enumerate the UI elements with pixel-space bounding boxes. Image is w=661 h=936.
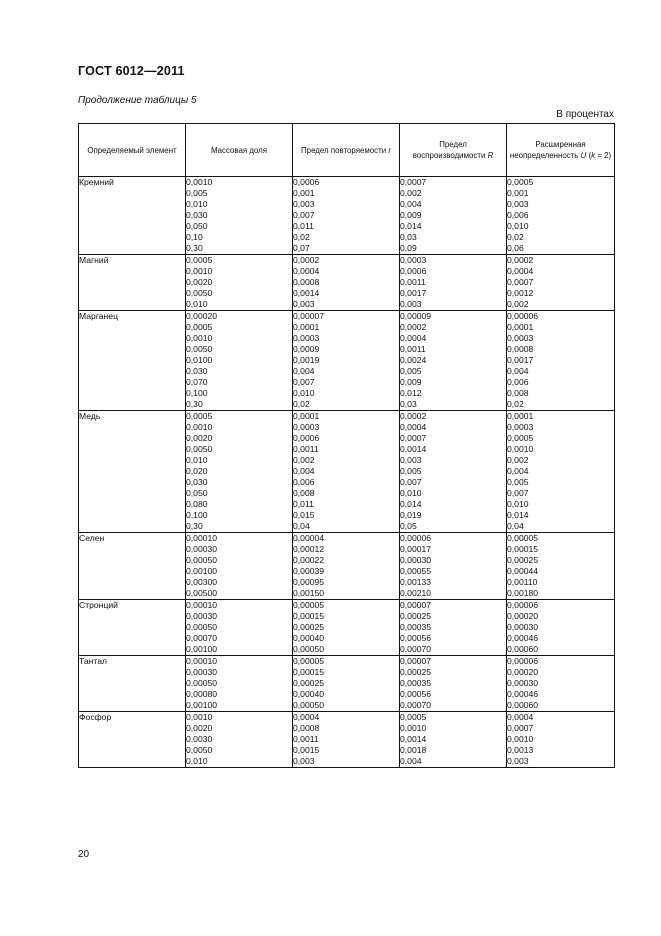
uncertainty-value: 0,00046 [507, 689, 539, 699]
table-row [79, 255, 615, 311]
uncertainty-value: 0,014 [507, 510, 529, 520]
table-row [79, 411, 615, 533]
mass-fraction-cell [186, 600, 293, 656]
uncertainty-value: 0,002 [507, 299, 529, 309]
repeatability-value: 0,004 [293, 466, 315, 476]
reproducibility-value: 0,00035 [400, 678, 432, 688]
repeatability-value: 0,0011 [293, 734, 319, 744]
repeatability-value: 0,0014 [293, 288, 320, 298]
reproducibility-cell [400, 656, 507, 712]
uncertainty-value: 0,00020 [507, 611, 539, 621]
uncertainty-value: 0,00180 [507, 588, 539, 598]
mass-fraction-value: 0,10 [186, 232, 203, 242]
uncertainty-value: 0,002 [507, 455, 529, 465]
repeatability-cell [293, 656, 400, 712]
mass-fraction-value: 0,0010 [186, 333, 213, 343]
uncertainty-value: 0,0007 [507, 277, 534, 287]
mass-fraction-value: 0,00080 [186, 689, 218, 699]
mass-fraction-value: 0,100 [186, 388, 208, 398]
uncertainty-value: 0,0010 [507, 444, 534, 454]
repeatability-value: 0,00050 [293, 700, 325, 710]
element-name: Фосфор [79, 712, 186, 768]
reproducibility-value: 0,0002 [400, 322, 427, 332]
reproducibility-cell [400, 411, 507, 533]
mass-fraction-value: 0,005 [186, 188, 208, 198]
reproducibility-value: 0,0007 [400, 177, 427, 187]
reproducibility-value: 0,0017 [400, 288, 427, 298]
reproducibility-value: 0,03 [400, 232, 417, 242]
uncertainty-value: 0,0005 [507, 177, 534, 187]
element-name: Кремний [79, 177, 186, 255]
repeatability-value: 0,00015 [293, 611, 325, 621]
uncertainty-value: 0,00046 [507, 633, 539, 643]
uncertainty-value: 0,00020 [507, 667, 539, 677]
table-row [79, 600, 615, 656]
element-name: Стронций [79, 600, 186, 656]
element-name: Марганец [79, 311, 186, 411]
repeatability-value: 0,002 [293, 455, 315, 465]
uncertainty-value: 0,04 [507, 521, 524, 531]
mass-fraction-value: 0,00500 [186, 588, 218, 598]
uncertainty-value: 0,008 [507, 388, 529, 398]
mass-fraction-value: 0,010 [186, 455, 208, 465]
reproducibility-cell [400, 600, 507, 656]
element-name: Тантал [79, 656, 186, 712]
repeatability-value: 0,0002 [293, 255, 320, 265]
uncertainty-value: 0,004 [507, 366, 529, 376]
mass-fraction-value: 0,0020 [186, 433, 213, 443]
repeatability-value: 0,0004 [293, 266, 320, 276]
mass-fraction-value: 0,30 [186, 521, 203, 531]
uncertainty-value: 0,02 [507, 232, 524, 242]
reproducibility-value: 0,014 [400, 499, 422, 509]
mass-fraction-value: 0,070 [186, 377, 208, 387]
repeatability-value: 0,00005 [293, 656, 325, 666]
reproducibility-value: 0,0011 [400, 277, 426, 287]
repeatability-value: 0,00015 [293, 667, 325, 677]
reproducibility-value: 0,00056 [400, 689, 432, 699]
header-element: Определяемый элемент [79, 124, 186, 177]
uncertainty-value: 0,0001 [507, 322, 534, 332]
repeatability-value: 0,003 [293, 756, 315, 766]
mass-fraction-value: 0,00030 [186, 667, 218, 677]
mass-fraction-value: 0,0005 [186, 322, 213, 332]
repeatability-value: 0,00040 [293, 633, 325, 643]
reproducibility-cell [400, 712, 507, 768]
reproducibility-value: 0,00007 [400, 600, 432, 610]
mass-fraction-value: 0,0050 [186, 288, 213, 298]
uncertainty-value: 0,00060 [507, 644, 539, 654]
repeatability-value: 0,0004 [293, 712, 320, 722]
reproducibility-value: 0,00030 [400, 555, 432, 565]
mass-fraction-value: 0,30 [186, 399, 203, 409]
mass-fraction-value: 0,0030 [186, 734, 213, 744]
uncertainty-value: 0,06 [507, 243, 524, 253]
uncertainty-value: 0,005 [507, 477, 529, 487]
repeatability-value: 0,00095 [293, 577, 325, 587]
mass-fraction-value: 0,0020 [186, 723, 213, 733]
repeatability-value: 0,007 [293, 377, 315, 387]
mass-fraction-cell [186, 311, 293, 411]
mass-fraction-value: 0,010 [186, 199, 208, 209]
repeatability-value: 0,0019 [293, 355, 320, 365]
mass-fraction-value: 0,0020 [186, 277, 213, 287]
repeatability-value: 0,00022 [293, 555, 325, 565]
table-row [79, 177, 615, 255]
mass-fraction-value: 0,030 [186, 366, 208, 376]
table-body [79, 177, 615, 768]
results-table [78, 123, 615, 768]
repeatability-value: 0,00025 [293, 622, 325, 632]
mass-fraction-value: 0,050 [186, 488, 208, 498]
reproducibility-value: 0,002 [400, 188, 422, 198]
mass-fraction-cell [186, 255, 293, 311]
repeatability-value: 0,003 [293, 299, 315, 309]
mass-fraction-cell [186, 177, 293, 255]
reproducibility-value: 0,0014 [400, 444, 427, 454]
reproducibility-cell [400, 533, 507, 600]
header-uncertainty [507, 124, 615, 177]
repeatability-value: 0,0003 [293, 333, 320, 343]
mass-fraction-value: 0,00010 [186, 656, 218, 666]
reproducibility-value: 0,0003 [400, 255, 427, 265]
reproducibility-value: 0,005 [400, 466, 422, 476]
uncertainty-value: 0,0004 [507, 266, 534, 276]
mass-fraction-value: 0,00050 [186, 678, 218, 688]
reproducibility-value: 0,05 [400, 521, 417, 531]
reproducibility-value: 0,0011 [400, 344, 426, 354]
reproducibility-value: 0,00035 [400, 622, 432, 632]
mass-fraction-value: 0,00010 [186, 533, 218, 543]
table-row [79, 533, 615, 600]
repeatability-value: 0,00005 [293, 600, 325, 610]
reproducibility-cell [400, 255, 507, 311]
mass-fraction-value: 0,030 [186, 210, 208, 220]
mass-fraction-value: 0,00030 [186, 611, 218, 621]
uncertainty-value: 0,00006 [507, 311, 539, 321]
mass-fraction-value: 0,010 [186, 299, 208, 309]
reproducibility-value: 0,00017 [400, 544, 432, 554]
reproducibility-value: 0,00070 [400, 700, 432, 710]
reproducibility-value: 0,0014 [400, 734, 427, 744]
uncertainty-value: 0,00060 [507, 700, 539, 710]
uncertainty-value: 0,0012 [507, 288, 534, 298]
uncertainty-value: 0,00015 [507, 544, 539, 554]
uncertainty-value: 0,00005 [507, 533, 539, 543]
reproducibility-value: 0,007 [400, 477, 422, 487]
header-mass-fraction: Массовая доля [186, 124, 293, 177]
header-repeatability [293, 124, 400, 177]
document-code: ГОСТ 6012—2011 [78, 64, 185, 78]
uncertainty-value: 0,00025 [507, 555, 539, 565]
header-repeatability-label: Предел повторяемости r [301, 145, 391, 155]
repeatability-value: 0,001 [293, 188, 315, 198]
uncertainty-cell [507, 656, 615, 712]
reproducibility-value: 0,009 [400, 210, 422, 220]
reproducibility-value: 0,00025 [400, 611, 432, 621]
uncertainty-value: 0,003 [507, 199, 529, 209]
repeatability-value: 0,0009 [293, 344, 320, 354]
reproducibility-value: 0,0007 [400, 433, 427, 443]
mass-fraction-value: 0,050 [186, 221, 208, 231]
repeatability-value: 0,00040 [293, 689, 325, 699]
repeatability-value: 0,07 [293, 243, 310, 253]
uncertainty-value: 0,010 [507, 221, 529, 231]
repeatability-value: 0,0015 [293, 745, 320, 755]
mass-fraction-value: 0,00070 [186, 633, 218, 643]
repeatability-cell [293, 600, 400, 656]
mass-fraction-value: 0,30 [186, 243, 203, 253]
reproducibility-value: 0,004 [400, 756, 422, 766]
repeatability-value: 0,008 [293, 488, 315, 498]
repeatability-cell [293, 411, 400, 533]
header-reproducibility [400, 124, 507, 177]
element-name: Селен [79, 533, 186, 600]
reproducibility-value: 0,003 [400, 455, 422, 465]
mass-fraction-value: 0,0005 [186, 255, 213, 265]
repeatability-value: 0,02 [293, 399, 310, 409]
repeatability-value: 0,0001 [293, 322, 320, 332]
uncertainty-value: 0,001 [507, 188, 529, 198]
repeatability-value: 0,006 [293, 477, 315, 487]
repeatability-value: 0,004 [293, 366, 315, 376]
repeatability-value: 0,0008 [293, 723, 320, 733]
repeatability-value: 0,011 [293, 221, 314, 231]
repeatability-value: 0,00150 [293, 588, 325, 598]
reproducibility-value: 0,003 [400, 299, 422, 309]
table-row [79, 656, 615, 712]
page-number: 20 [78, 849, 90, 860]
mass-fraction-cell [186, 533, 293, 600]
uncertainty-cell [507, 411, 615, 533]
reproducibility-value: 0,0024 [400, 355, 427, 365]
mass-fraction-value: 0,00010 [186, 600, 218, 610]
repeatability-cell [293, 533, 400, 600]
reproducibility-value: 0,012 [400, 388, 422, 398]
repeatability-value: 0,00025 [293, 678, 325, 688]
mass-fraction-value: 0,00020 [186, 311, 218, 321]
uncertainty-value: 0,010 [507, 499, 529, 509]
mass-fraction-value: 0,0010 [186, 177, 213, 187]
table-row [79, 712, 615, 768]
uncertainty-value: 0,02 [507, 399, 524, 409]
reproducibility-value: 0,00006 [400, 533, 432, 543]
repeatability-value: 0,0011 [293, 444, 319, 454]
reproducibility-value: 0,004 [400, 199, 422, 209]
header-uncertainty-label: Расширенная неопределенность U (k = 2) [509, 140, 612, 160]
units-label: В процентах [556, 109, 614, 120]
mass-fraction-value: 0,00100 [186, 700, 218, 710]
repeatability-value: 0,0006 [293, 177, 320, 187]
repeatability-value: 0,04 [293, 521, 310, 531]
reproducibility-value: 0,0005 [400, 712, 427, 722]
reproducibility-value: 0,00055 [400, 566, 432, 576]
repeatability-value: 0,015 [293, 510, 315, 520]
reproducibility-value: 0,0004 [400, 422, 427, 432]
mass-fraction-value: 0,00050 [186, 555, 218, 565]
reproducibility-value: 0,00210 [400, 588, 432, 598]
uncertainty-value: 0,00044 [507, 566, 539, 576]
uncertainty-cell [507, 600, 615, 656]
mass-fraction-value: 0,080 [186, 499, 208, 509]
mass-fraction-value: 0,0010 [186, 422, 213, 432]
reproducibility-value: 0,00133 [400, 577, 432, 587]
mass-fraction-value: 0,00100 [186, 644, 218, 654]
reproducibility-value: 0,00025 [400, 667, 432, 677]
repeatability-value: 0,02 [293, 232, 310, 242]
header-reproducibility-label: Предел воспроизводимости R [412, 140, 494, 160]
repeatability-value: 0,0003 [293, 422, 320, 432]
repeatability-value: 0,0001 [293, 411, 320, 421]
uncertainty-cell [507, 177, 615, 255]
reproducibility-value: 0,0006 [400, 266, 427, 276]
repeatability-value: 0,007 [293, 210, 315, 220]
uncertainty-cell [507, 255, 615, 311]
mass-fraction-value: 0,0005 [186, 411, 213, 421]
uncertainty-value: 0,0003 [507, 422, 534, 432]
uncertainty-value: 0,0008 [507, 344, 534, 354]
reproducibility-value: 0,0018 [400, 745, 427, 755]
uncertainty-value: 0,00006 [507, 600, 539, 610]
mass-fraction-cell [186, 712, 293, 768]
reproducibility-value: 0,005 [400, 366, 422, 376]
reproducibility-value: 0,00056 [400, 633, 432, 643]
uncertainty-value: 0,007 [507, 488, 529, 498]
element-name: Магний [79, 255, 186, 311]
uncertainty-value: 0,0017 [507, 355, 534, 365]
reproducibility-cell [400, 311, 507, 411]
repeatability-cell [293, 255, 400, 311]
repeatability-value: 0,00004 [293, 533, 325, 543]
table-row [79, 311, 615, 411]
uncertainty-value: 0,004 [507, 466, 529, 476]
repeatability-value: 0,0008 [293, 277, 320, 287]
repeatability-cell [293, 177, 400, 255]
reproducibility-value: 0,03 [400, 399, 417, 409]
mass-fraction-cell [186, 411, 293, 533]
mass-fraction-value: 0,0010 [186, 266, 213, 276]
reproducibility-value: 0,0004 [400, 333, 427, 343]
repeatability-value: 0,003 [293, 199, 315, 209]
mass-fraction-cell [186, 656, 293, 712]
table-header-row [79, 124, 615, 177]
repeatability-value: 0,00039 [293, 566, 325, 576]
reproducibility-value: 0,00070 [400, 644, 432, 654]
reproducibility-value: 0,09 [400, 243, 417, 253]
uncertainty-value: 0,006 [507, 210, 529, 220]
uncertainty-cell [507, 533, 615, 600]
uncertainty-value: 0,00110 [507, 577, 538, 587]
table-caption: Продолжение таблицы 5 [78, 95, 197, 106]
mass-fraction-value: 0,0010 [186, 712, 213, 722]
repeatability-value: 0,0006 [293, 433, 320, 443]
uncertainty-value: 0,0013 [507, 745, 534, 755]
mass-fraction-value: 0,00300 [186, 577, 218, 587]
mass-fraction-value: 0,100 [186, 510, 208, 520]
mass-fraction-value: 0,010 [186, 756, 208, 766]
reproducibility-value: 0,00007 [400, 656, 432, 666]
repeatability-value: 0,011 [293, 499, 314, 509]
mass-fraction-value: 0,00050 [186, 622, 218, 632]
repeatability-value: 0,010 [293, 388, 315, 398]
uncertainty-value: 0,00006 [507, 656, 539, 666]
uncertainty-value: 0,0001 [507, 411, 534, 421]
repeatability-cell [293, 311, 400, 411]
repeatability-value: 0,00012 [293, 544, 325, 554]
uncertainty-value: 0,00030 [507, 678, 539, 688]
reproducibility-cell [400, 177, 507, 255]
uncertainty-value: 0,003 [507, 756, 529, 766]
mass-fraction-value: 0,0050 [186, 745, 213, 755]
uncertainty-value: 0,0010 [507, 734, 534, 744]
mass-fraction-value: 0,030 [186, 477, 208, 487]
uncertainty-value: 0,0004 [507, 712, 534, 722]
reproducibility-value: 0,00009 [400, 311, 432, 321]
reproducibility-value: 0,0002 [400, 411, 427, 421]
mass-fraction-value: 0,0100 [186, 355, 213, 365]
uncertainty-value: 0,0007 [507, 723, 534, 733]
uncertainty-value: 0,006 [507, 377, 529, 387]
element-name: Медь [79, 411, 186, 533]
uncertainty-cell [507, 311, 615, 411]
reproducibility-value: 0,019 [400, 510, 422, 520]
mass-fraction-value: 0,00030 [186, 544, 218, 554]
reproducibility-value: 0,009 [400, 377, 422, 387]
reproducibility-value: 0,010 [400, 488, 422, 498]
repeatability-cell [293, 712, 400, 768]
reproducibility-value: 0,0010 [400, 723, 427, 733]
uncertainty-cell [507, 712, 615, 768]
repeatability-value: 0,00050 [293, 644, 325, 654]
uncertainty-value: 0,0002 [507, 255, 534, 265]
mass-fraction-value: 0,0050 [186, 344, 213, 354]
uncertainty-value: 0,0005 [507, 433, 534, 443]
mass-fraction-value: 0,0050 [186, 444, 213, 454]
mass-fraction-value: 0,020 [186, 466, 208, 476]
uncertainty-value: 0,00030 [507, 622, 539, 632]
reproducibility-value: 0,014 [400, 221, 422, 231]
repeatability-value: 0,00007 [293, 311, 325, 321]
mass-fraction-value: 0,00100 [186, 566, 218, 576]
uncertainty-value: 0,0003 [507, 333, 534, 343]
